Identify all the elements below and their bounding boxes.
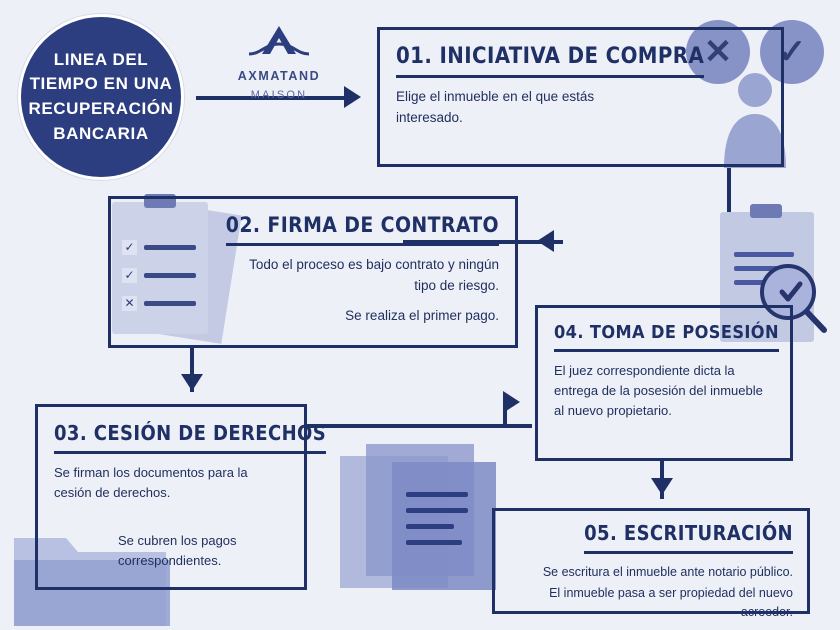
brand-logo (214, 24, 344, 103)
check-glyph: ✓ (777, 33, 807, 71)
arrow-to-step3 (181, 374, 203, 391)
checkbox-3: ✕ (122, 296, 137, 311)
arrow-to-step1 (344, 86, 361, 108)
step-card-3 (35, 404, 327, 590)
step-card-2 (108, 196, 518, 348)
step-3-heading: 03. CESIÓN DE DERECHOS (54, 421, 326, 454)
brand-subname: MAISON (250, 89, 308, 101)
step-card-4 (535, 305, 793, 461)
doc-line-3 (406, 524, 454, 529)
connector-step3-to-step4 (307, 424, 532, 428)
step-1-heading: 01. INICIATIVA DE COMPRA (396, 44, 704, 78)
arrow-to-step5 (651, 478, 673, 495)
step-1-body: Elige el inmueble en el que estás interesado. (396, 89, 595, 125)
connector-step3-riser (503, 402, 507, 424)
step-2-body: Todo el proceso es bajo contrato y ningún tipo de riesgo. (249, 257, 499, 293)
cross-glyph: ✕ (703, 33, 733, 71)
step-4-heading: 04. TOMA DE POSESIÓN (554, 322, 779, 352)
step-card-1 (377, 27, 784, 167)
step-5-body-2: El inmueble pasa a ser propiedad del nuevo acreedor. (549, 585, 793, 619)
doc-line-1 (406, 492, 468, 497)
title-badge-text: LINEA DEL TIEMPO EN UNA RECUPERACIÓN BANCARIA (28, 49, 174, 143)
checkbox-2: ✓ (122, 268, 137, 283)
checkbox-1: ✓ (122, 240, 137, 255)
doc-line-4 (406, 540, 462, 545)
doc-line-2 (406, 508, 468, 513)
step-4-body: El juez correspondiente dicta la entrega de la posesión del inmueble al nuevo propietario. (554, 363, 763, 419)
step-5-body: Se escritura el inmueble ante notario público. (542, 565, 793, 579)
step-3-body-2: Se cubren los pagos correspondientes. (118, 533, 237, 569)
step-2-heading: 02. FIRMA DE CONTRATO (226, 213, 499, 246)
brand-name: AXMATAND (237, 69, 321, 83)
step-card-5 (492, 508, 810, 619)
title-badge (18, 14, 184, 180)
mountain-logo-icon (214, 24, 344, 67)
step-5-heading: 05. ESCRITURACIÓN (584, 521, 793, 554)
arrow-to-step2 (537, 230, 554, 252)
step-2-body-2: Se realiza el primer pago. (345, 307, 499, 323)
step-3-body: Se firman los documentos para la cesión de derechos. (54, 465, 248, 501)
